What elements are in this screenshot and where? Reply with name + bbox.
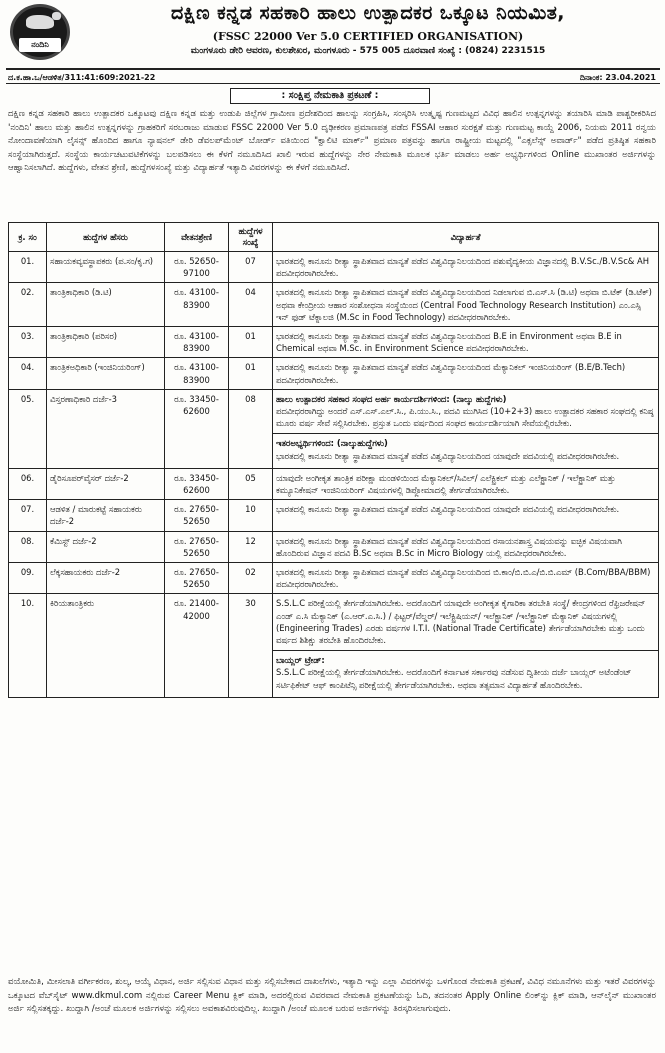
org-name: ದಕ್ಷಿಣ ಕನ್ನಡ ಸಹಕಾರಿ ಹಾಲು ಉತ್ಪಾದಕರ ಒಕ್ಕೂಟ ನಿಯಮಿತ, bbox=[170, 2, 566, 24]
header-pay: ವೇತನಶ್ರೇಣಿ bbox=[165, 223, 229, 252]
row-sl: 03. bbox=[9, 327, 47, 358]
row-count: 04 bbox=[229, 283, 273, 327]
qualification-subheading: ಬಾಯ್ಲರ್ ಟ್ರೇಡ್: bbox=[276, 655, 325, 666]
row-post: ಸಹಾಯಕವ್ಯವಸ್ಥಾಪಕರು (ಪ.ಸಂ/ಕೃ.ಗ) bbox=[47, 252, 165, 283]
table-row bbox=[9, 358, 659, 389]
row-post: ತಾಂತ್ರಿಕಅಧಿಕಾರಿ (ಇಂಜಿನಿಯರಿಂಗ್) bbox=[47, 358, 165, 389]
table-row bbox=[9, 389, 659, 468]
table-row bbox=[9, 594, 659, 697]
row-qualification: ಭಾರತದಲ್ಲಿ ಕಾನೂನು ರೀತ್ಯಾ ಸ್ಥಾಪಿತವಾದ ಮಾನ್ಯತೆ ಪಡೆದ ವಿಶ್ವವಿದ್ಯಾನಿಲಯದಿಂದ ನಿಡಲಾಗುವ ಬಿ.ಎಸ್.ಸಿ (ಡಿ.ಟಿ) ಅಥವಾ ಬಿ.ಟೆಕ್ (ಡಿ.ಟೆಕ್) ಅಥವಾ ಕೇಂದ್ರೀಯ ಆಹಾರ ಸಂಶೋಧನಾ ಸಂಸ್ಥೆಯಿಂದ (Central Food Technology Research Institution) ಎಂ.ಎಸ್ಸಿ ಇನ್ ಫುಡ್ ಟೆಕ್ನಾಲಜಿ (M.Sc in Food Technology) ಪದವೀಧರರಾಗಿರಬೇಕು. bbox=[273, 283, 659, 327]
header-post: ಹುದ್ದೆಗಳ ಹೆಸರು bbox=[47, 223, 165, 252]
row-sl: 09. bbox=[9, 563, 47, 594]
row-pay: ರೂ. 43100-83900 bbox=[165, 358, 229, 389]
row-qualification: ಭಾರತದಲ್ಲಿ ಕಾನೂನು ರೀತ್ಯಾ ಸ್ಥಾಪಿತವಾದ ಮಾನ್ಯತೆ ಪಡೆದ ವಿಶ್ವವಿದ್ಯಾನಿಲಯದಿಂದ ಪಶುವೈದ್ಯಕೀಯ ವಿಜ್ಞಾನದಲ್ಲಿ B.V.Sc./B.V.Sc& AH ಪದವೀಧರರಾಗಿರಬೇಕು. bbox=[273, 252, 659, 283]
qualification-divider bbox=[273, 650, 658, 691]
row-pay: ರೂ. 27650-52650 bbox=[165, 500, 229, 531]
header-sl: ಕ್ರ. ಸಂ bbox=[9, 223, 47, 252]
certification: (FSSC 22000 Ver 5.0 CERTIFIED ORGANISATION) bbox=[212, 30, 524, 43]
qualification-subheading: ಹಾಲು ಉತ್ಪಾದಕರ ಸಹಕಾರ ಸಂಘದ ಅರ್ಹ ಕಾರ್ಯದರ್ಶಿಗಳಿಂದ: (ನಾಲ್ಕು ಹುದ್ದೆಗಳು) bbox=[276, 393, 507, 404]
row-sl: 10. bbox=[9, 594, 47, 697]
qualification-text: ಭಾರತದಲ್ಲಿ ಕಾನೂನು ರೀತ್ಯಾ ಸ್ಥಾಪಿತವಾದ ಮಾನ್ಯತೆ ಪಡೆದ ವಿಶ್ವವಿದ್ಯಾನಿಲಯದಿಂದ ಯಾವುದೇ ಪದವಿಯಲ್ಲಿ ಪದವೀಧರರಾಗಿರಬೇಕು. bbox=[276, 450, 620, 461]
table-header-row bbox=[9, 223, 659, 252]
row-qualification: ಭಾರತದಲ್ಲಿ ಕಾನೂನು ರೀತ್ಯಾ ಸ್ಥಾಪಿತವಾದ ಮಾನ್ಯತೆ ಪಡೆದ ವಿಶ್ವವಿದ್ಯಾನಿಲಯದಿಂದ ರಸಾಯನಶಾಸ್ತ್ರ ವಿಷಯವನ್ನು ಐಚ್ಛಿಕ ವಿಷಯವಾಗಿ ಹೊಂದಿರುವ ವಿಜ್ಞಾನ ಪದವಿ B.Sc ಅಥವಾ B.Sc in Micro Biology ಯಲ್ಲಿ ಪದವೀಧರರಾಗಿರಬೇಕು. bbox=[273, 531, 659, 562]
row-sl: 06. bbox=[9, 468, 47, 499]
row-sl: 05. bbox=[9, 389, 47, 468]
row-pay: ರೂ. 33450-62600 bbox=[165, 389, 229, 468]
row-post: ತಾಂತ್ರಿಕಾಧಿಕಾರಿ (ಡಿ.ಟಿ) bbox=[47, 283, 165, 327]
qualification-subheading: ಇತರಅಭ್ಯರ್ಥಿಗಳಿಂದ: (ನಾಲ್ಕುಹುದ್ದೆಗಳು) bbox=[276, 438, 388, 449]
header-count: ಹುದ್ದೆಗಳ ಸಂಖ್ಯೆ bbox=[229, 223, 273, 252]
row-sl: 01. bbox=[9, 252, 47, 283]
header-qualification: ವಿದ್ಯಾರ್ಹತೆ bbox=[273, 223, 659, 252]
qualification-text: ಪದವೀಧರರಾಗಿದ್ದು ಅಂದರೆ ಎಸ್.ಎಸ್.ಎಲ್.ಸಿ., ಪಿ.ಯು.ಸಿ., ಪದವಿ ಮುಗಿಸಿದ (10+2+3) ಹಾಲು ಉತ್ಪಾದಕರ ಸಹಕಾರ ಸಂಘದಲ್ಲಿ ಕನಿಷ್ಠ ಮೂರು ವರ್ಷ ಸೇವೆ ಸಲ್ಲಿಸಿರಬೇಕು. ಪ್ರಸ್ತುತ ಒಂದು ವರ್ಷದಿಂದ ಸಂಘದ ಕಾರ್ಯದರ್ಶಿಯಾಗಿ ಸೇವೆಯಲ್ಲಿರಬೇಕು. bbox=[276, 406, 654, 429]
row-qualification: ಭಾರತದಲ್ಲಿ ಕಾನೂನು ರೀತ್ಯಾ ಸ್ಥಾಪಿತವಾದ ಮಾನ್ಯತೆ ಪಡೆದ ವಿಶ್ವವಿದ್ಯಾನಿಲಯದಿಂದ ಮೆಕ್ಯಾನಿಕಲ್ ಇಂಜಿನಿಯರಿಂಗ್ (B.E/B.Tech) ಪದವೀಧರರಾಗಿರಬೇಕು. bbox=[273, 358, 659, 389]
row-count: 30 bbox=[229, 594, 273, 697]
row-qualification bbox=[273, 594, 659, 697]
posts-table bbox=[8, 222, 659, 698]
reference-number: ದ.ಕ.ಹಾ.ಒ/ಆಡಳಿತ/311:41:609:2021-22 bbox=[8, 73, 156, 82]
row-post: ಡೈರಿಸೂಪರ್‌ವೈಸರ್ ದರ್ಜೆ-2 bbox=[47, 468, 165, 499]
header bbox=[6, 2, 660, 66]
row-qualification bbox=[273, 389, 659, 468]
table-row bbox=[9, 563, 659, 594]
table-row bbox=[9, 283, 659, 327]
row-qualification: ಯಾವುದೇ ಅಂಗೀಕೃತ ತಾಂತ್ರಿಕ ಪರೀಕ್ಷಾ ಮಂಡಳಿಯಿಂದ ಮೆಕ್ಯಾನಿಕಲ್/ಸಿವಿಲ್/ ಎಲೆಕ್ಟ್ರಿಕಲ್ ಮತ್ತು ಎಲೆಕ್ಟ್ರಾನಿಕ್ / ಇಲೆಕ್ಟ್ರಾನಿಕ್ ಮತ್ತು ಕಮ್ಯೂನಿಕೇಷನ್ ಇಂಜಿನಿಯರಿಂಗ್ ವಿಷಯಗಳಲ್ಲಿ ಡಿಪ್ಲೋಮಾದಲ್ಲಿ ತೇರ್ಗಡೆಯಾಗಿರಬೇಕು. bbox=[273, 468, 659, 499]
row-pay: ರೂ. 43100-83900 bbox=[165, 283, 229, 327]
qualification-text: S.S.L.C ಪರೀಕ್ಷೆಯಲ್ಲಿ ತೇರ್ಗಡೆಯಾಗಿರಬೇಕು. ಅದರೊಂದಿಗೆ ಯಾವುದೇ ಅಂಗೀಕೃತ ಕೈಗಾರಿಕಾ ತರಬೇತಿ ಸಂಸ್ಥೆ/ ಕೇಂದ್ರಗಳಿಂದ ರೆಫ್ರಿಜರೇಷನ್ ಎಂಡ್ ಎ.ಸಿ ಮೆಕ್ಯಾನಿಕ್ (ಎ.ಆರ್.ಎ.ಸಿ.) / ಫಿಟ್ಟರ್/ವೆಲ್ಡರ್/ ಇಲೆಕ್ಟ್ರಿಷಿಯನ್/ ಇಲೆಕ್ಟ್ರಾನಿಕ್ /ಇಲೆಕ್ಟ್ರಾನಿಕ್ ಮೆಕ್ಯಾನಿಕ್ ವಿಷಯಗಳಲ್ಲಿ (Engineering Trades) ಎರಡು ವರ್ಷಗಳ I.T.I. (National Trade Certificate) ತೇರ್ಗಡೆಯಾಗಿರಬೇಕು ಮತ್ತು ಒಂದು ವರ್ಷದ ಶಿಶಿಕ್ಷು ತರಬೇತಿ ಹೊಂದಿರಬೇಕು. bbox=[276, 598, 646, 646]
row-post: ಕೆಮಿಸ್ಟ್ ದರ್ಜೆ-2 bbox=[47, 531, 165, 562]
row-pay: ರೂ. 43100-83900 bbox=[165, 327, 229, 358]
row-count: 01 bbox=[229, 327, 273, 358]
address: ಮಂಗಳೂರು ಡೇರಿ ಆವರಣ, ಕುಲಶೇಖರ, ಮಂಗಳೂರು - 575 005 ದೂರವಾಣಿ ಸಂಖ್ಯೆ : (0824) 2231515 bbox=[190, 46, 546, 56]
qualification-text: S.S.L.C ಪರೀಕ್ಷೆಯಲ್ಲಿ ತೇರ್ಗಡೆಯಾಗಿರಬೇಕು. ಅದರೊಂದಿಗೆ ಕರ್ನಾಟಕ ಸರ್ಕಾರವು ನಡೆಸುವ ದ್ವಿತೀಯ ದರ್ಜೆ ಬಾಯ್ಲರ್ ಅಟೆಂಡೆಂಟ್ ಸರ್ಟಿಫಿಕೇಟ್ ಆಫ್ ಕಾಂಪಿಟೆನ್ಸಿ ಪರೀಕ್ಷೆಯಲ್ಲಿ ತೇರ್ಗಡೆಯಾಗಿರಬೇಕು. ಅಥವಾ ತತ್ಸಮಾನ ವಿದ್ಯಾರ್ಹತೆ ಹೊಂದಿರಬೇಕು. bbox=[276, 667, 632, 690]
row-qualification: ಭಾರತದಲ್ಲಿ ಕಾನೂನು ರೀತ್ಯಾ ಸ್ಥಾಪಿತವಾದ ಮಾನ್ಯತೆ ಪಡೆದ ವಿಶ್ವವಿದ್ಯಾನಿಲಯದಿಂದ ಯಾವುದೇ ಪದವಿಯಲ್ಲಿ ಪದವೀಧರರಾಗಿರಬೇಕು. bbox=[273, 500, 659, 531]
row-pay: ರೂ. 33450-62600 bbox=[165, 468, 229, 499]
row-sl: 04. bbox=[9, 358, 47, 389]
qualification-divider bbox=[273, 433, 658, 461]
row-count: 07 bbox=[229, 252, 273, 283]
row-qualification: ಭಾರತದಲ್ಲಿ ಕಾನೂನು ರೀತ್ಯಾ ಸ್ಥಾಪಿತವಾದ ಮಾನ್ಯತೆ ಪಡೆದ ವಿಶ್ವವಿದ್ಯಾನಿಲಯದಿಂದ ಬಿ.ಕಾಂ/ಬಿ.ಬಿ.ಎ/ಬಿ.ಬಿ.ಎಮ್ (B.Com/BBA/BBM) ಪದವೀಧರರಾಗಿರಬೇಕು. bbox=[273, 563, 659, 594]
notice-date: ದಿನಾಂಕ: 23.04.2021 bbox=[579, 73, 656, 82]
logo-text: ನಂದಿನಿ bbox=[19, 38, 61, 52]
nandini-logo bbox=[10, 4, 70, 60]
row-qualification: ಭಾರತದಲ್ಲಿ ಕಾನೂನು ರೀತ್ಯಾ ಸ್ಥಾಪಿತವಾದ ಮಾನ್ಯತೆ ಪಡೆದ ವಿಶ್ವವಿದ್ಯಾನಿಲಯದಿಂದ B.E in Environment ಅಥವಾ B.E in Chemical ಅಥವಾ M.Sc. in Environment Science ಪದವೀಧರರಾಗಿರಬೇಕು. bbox=[273, 327, 659, 358]
row-pay: ರೂ. 27650-52650 bbox=[165, 531, 229, 562]
intro-paragraph: ದಕ್ಷಿಣ ಕನ್ನಡ ಸಹಕಾರಿ ಹಾಲು ಉತ್ಪಾದಕರ ಒಕ್ಕೂಟವು ದಕ್ಷಿಣ ಕನ್ನಡ ಮತ್ತು ಉಡುಪಿ ಜಿಲ್ಲೆಗಳ ಗ್ರಾಮೀಣ ಪ್ರದೇಶದಿಂದ ಹಾಲನ್ನು ಸಂಗ್ರಹಿಸಿ, ಸಂಸ್ಕರಿಸಿ ಉತ್ಕೃಷ್ಟ ಗುಣಮಟ್ಟದ ವಿವಿಧ ಹಾಲಿನ ಉತ್ಪನ್ನಗಳನ್ನು ತಯಾರಿಸಿ ಮಾಡಿ ಪಾಶ್ಚರೀಕರಿಸಿದ 'ನಂದಿನಿ' ಹಾಲು ಮತ್ತು ಹಾಲಿನ ಉತ್ಪನ್ನಗಳನ್ನು ಗ್ರಾಹಕರಿಗೆ ಸರಬರಾಜು ಮಾಡುವ FSSC 22000 Ver 5.0 ದೃಢೀಕರಣ ಪ್ರಮಾಣಪತ್ರ ಪಡೆದ FSSAI ಆಹಾರ ಸುರಕ್ಷತೆ ಮತ್ತು ಗುಣಮಟ್ಟ ಕಾಯ್ದೆ 2006, ನಿಯಮ 2011 ರನ್ವಯ ನೋಂದಾವಣೆಯಾಗಿ ಲೈಸನ್ಸ್ ಹೊಂದಿದ ಹಾಗೂ ನ್ಯಾಷನಲ್ ಡೇರಿ ಡೆವಲಪ್‌ಮೆಂಟ್ ಬೋರ್ಡ್ ವತಿಯಿಂದ "ಕ್ವಾಲಿಟಿ ಮಾರ್ಕ್" ಪ್ರಮಾಣ ಪತ್ರವನ್ನು ಹಾಗೂ ರಾಷ್ಟ್ರೀಯ ಮಟ್ಟದಲ್ಲಿ "ಎಕ್ಸಲೆನ್ಸ್ ಅವಾರ್ಡ್" ಪಡೆದ ಪ್ರತಿಷ್ಠಿತ ಸಹಕಾರಿ ಸಂಸ್ಥೆಯಾಗಿರುತ್ತದೆ. ಸಂಸ್ಥೆಯ ಕಾರ್ಯಚಟುವಟಿಕೆಗಳನ್ನು ಬಲಪಡಿಸಲು ಈ ಕೆಳಗೆ ನಮೂದಿಸಿದ ಖಾಲಿ ಇರುವ ಹುದ್ದೆಗಳನ್ನು ನೇರ ನೇಮಕಾತಿ ಮೂಲಕ ಭರ್ತಿ ಮಾಡಲು ಅರ್ಹ ಅಭ್ಯರ್ಥಿಗಳಿಂದ Online ಮುಖಾಂತರ ಅರ್ಜಿಗಳನ್ನು ಆಹ್ವಾನಿಸಲಾಗಿದೆ. ಹುದ್ದೆಗಳು, ವೇತನ ಶ್ರೇಣಿ, ಹುದ್ದೆಗಳಸಂಖ್ಯೆ ಮತ್ತು ವಿದ್ಯಾರ್ಹತೆ ಇತ್ಯಾದಿ ವಿವರಗಳನ್ನು ಈ ಕೆಳಗೆ ನಮೂದಿಸಿದೆ. bbox=[8, 109, 656, 174]
row-post: ಲೆಕ್ಕಸಹಾಯಕರು ದರ್ಜೆ-2 bbox=[47, 563, 165, 594]
row-sl: 08. bbox=[9, 531, 47, 562]
row-post: ಆಡಳಿತ / ಮಾರುಕಟ್ಟೆ ಸಹಾಯಕರು ದರ್ಜೆ-2 bbox=[47, 500, 165, 531]
row-count: 10 bbox=[229, 500, 273, 531]
table-row bbox=[9, 252, 659, 283]
notice-title: : ಸಂಕ್ಷಿಪ್ತ ನೇಮಕಾತಿ ಪ್ರಕಟಣೆ : bbox=[230, 88, 430, 104]
table-row bbox=[9, 500, 659, 531]
row-count: 02 bbox=[229, 563, 273, 594]
row-pay: ರೂ. 21400-42000 bbox=[165, 594, 229, 697]
row-sl: 02. bbox=[9, 283, 47, 327]
row-count: 01 bbox=[229, 358, 273, 389]
table-row bbox=[9, 327, 659, 358]
row-count: 12 bbox=[229, 531, 273, 562]
table-row bbox=[9, 468, 659, 499]
cow-icon bbox=[26, 15, 54, 29]
row-count: 05 bbox=[229, 468, 273, 499]
row-post: ತಾಂತ್ರಿಕಾಧಿಕಾರಿ (ಪರಿಸರ) bbox=[47, 327, 165, 358]
row-pay: ರೂ. 52650-97100 bbox=[165, 252, 229, 283]
reference-row bbox=[6, 68, 660, 84]
row-post: ಕಿರಿಯತಾಂತ್ರಿಕರು bbox=[47, 594, 165, 697]
row-post: ವಿಸ್ತರಣಾಧಿಕಾರಿ ದರ್ಜೆ-3 bbox=[47, 389, 165, 468]
row-sl: 07. bbox=[9, 500, 47, 531]
row-pay: ರೂ. 27650-52650 bbox=[165, 563, 229, 594]
row-count: 08 bbox=[229, 389, 273, 468]
footer-paragraph: ವಯೋಮಿತಿ, ಮೀಸಲಾತಿ ವರ್ಗೀಕರಣ, ಶುಲ್ಕ, ಆಯ್ಕೆ ವಿಧಾನ, ಅರ್ಜಿ ಸಲ್ಲಿಸುವ ವಿಧಾನ ಮತ್ತು ಸಲ್ಲಿಸಬೇಕಾದ ದಾಖಲೆಗಳು, ಇತ್ಯಾದಿ ಇನ್ನು ಎಲ್ಲಾ ವಿವರಗಳನ್ನು ಒಳಗೊಂಡ ನೇಮಕಾತಿ ಪ್ರಕಟಣೆ, ವಿವಿಧ ನಮೂನೆಗಳು ಮತ್ತು ಇತರೆ ವಿವರಗಳನ್ನು ಒಕ್ಕೂಟದ ವೆಬ್‌ಸೈಟ್ www.dkmul.com ನಲ್ಲಿರುವ Career Menu ಕ್ಲಿಕ್ ಮಾಡಿ, ಅದರಲ್ಲಿರುವ ವಿವರವಾದ ನೇಮಕಾತಿ ಪ್ರಕಟಣೆಯನ್ನು ಓದಿ, ತದನಂತರ Apply Online ಲಿಂಕ್‌ನ್ನು ಕ್ಲಿಕ್ ಮಾಡಿ, ಆನ್‌ಲೈನ್ ಮುಖಾಂತರ ಅರ್ಜಿ ಸಲ್ಲಿಸತಕ್ಕದ್ದು. ಖುದ್ದಾಗಿ /ಅಂಚೆ ಮೂಲಕ ಅರ್ಜಿಗಳನ್ನು ಸಲ್ಲಿಸಲು ಅವಕಾಶವಿರುವುದಿಲ್ಲ. ಖುದ್ದಾಗಿ /ಅಂಚೆ ಮೂಲಕ ಬರುವ ಅರ್ಜಿಗಳನ್ನು ತಿರಸ್ಕರಿಸಲಾಗುವುದು. bbox=[8, 977, 656, 1015]
table-row bbox=[9, 531, 659, 562]
